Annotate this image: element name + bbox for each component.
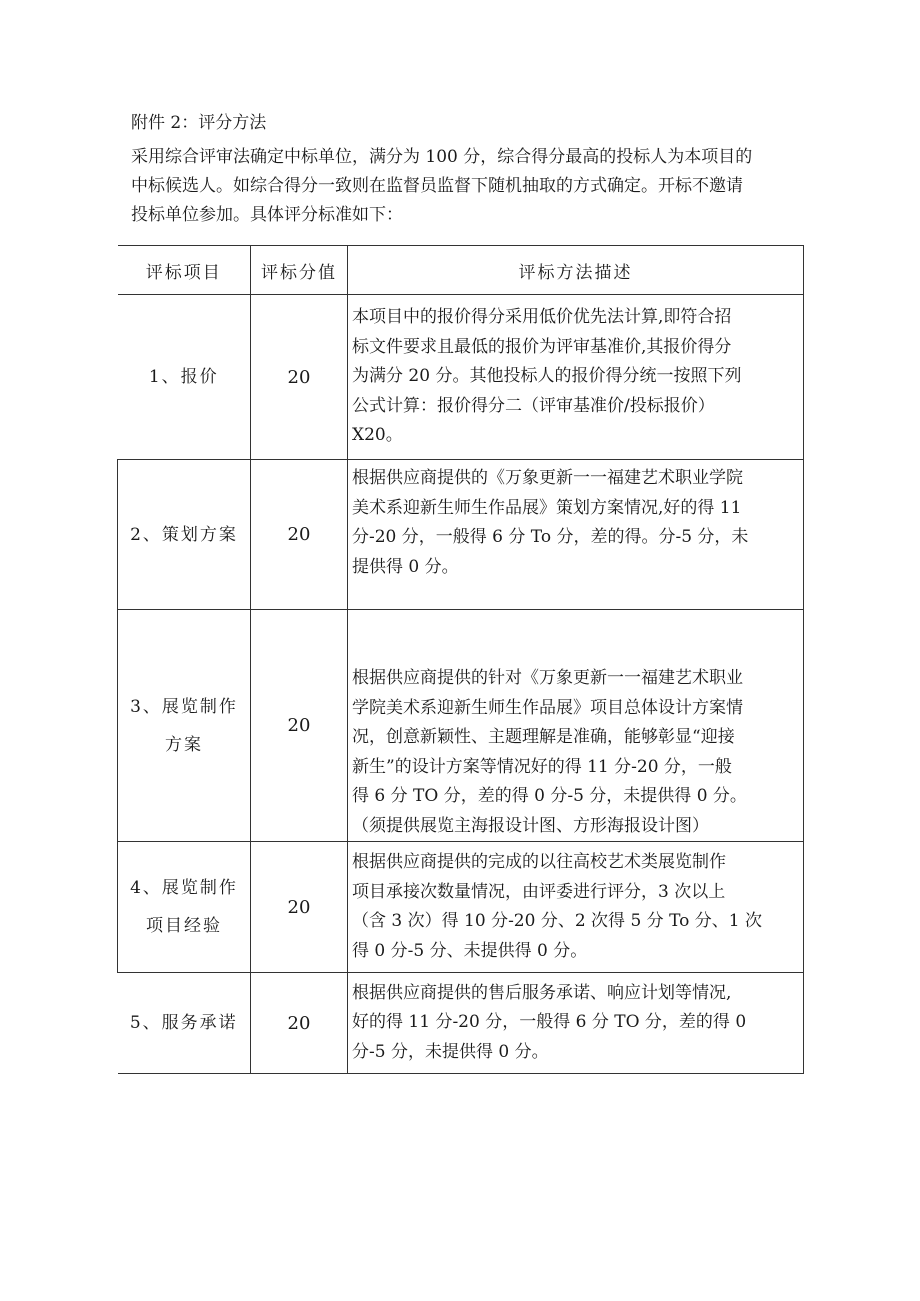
description-line: 公式计算：报价得分二（评审基准价/投标报价） [352,395,715,416]
description-line: 美术系迎新生师生作品展》策划方案情况,好的得 11 [352,497,742,518]
description-line: 根据供应商提供的售后服务承诺、响应计划等情况, [352,982,732,1003]
description-line: 本项目中的报价得分采用低价优先法计算,即符合招 [352,307,732,328]
description-line: 得 6 分 TO 分，差的得 0 分-5 分，未提供得 0 分。 [352,786,747,806]
description-line: （须提供展览主海报设计图、方形海报设计图） [352,815,709,836]
item-label: 3、展览制作 [130,696,238,717]
row-score: 20 [251,460,348,610]
row-item [118,842,251,973]
item-label: 项目经验 [146,916,222,936]
table-row [118,842,804,973]
header-description: 评标方法描述 [348,246,804,295]
table-row [118,460,804,610]
intro-line: 中标候选人。如综合得分一致则在监督员监督下随机抽取的方式确定。开标不邀请 [131,176,743,196]
description-line: X20。 [352,425,403,446]
item-label: 5、服务承诺 [129,1013,238,1033]
row-item [118,610,251,842]
row-item [118,460,251,610]
row-score: 20 [251,610,348,842]
description-line: 项目承接次数量情况，由评委进行评分，3 次以上 [352,881,726,902]
attachment-heading: 附件 2：评分方法 [131,113,267,133]
description-line: 标文件要求且最低的报价为评审基准价,其报价得分 [352,336,732,357]
intro-paragraph [131,143,806,230]
description-line: 分-20 分，一般得 6 分 To 分，差的得。分-5 分，未 [352,527,749,547]
description-line: 为满分 20 分。其他投标人的报价得分统一按照下列 [352,366,742,387]
description-line: 况，创意新颖性、主题理解是准确，能够彰显“迎接 [352,727,735,747]
description-line: 根据供应商提供的针对《万象更新一一福建艺术职业 [352,668,743,688]
item-label: 2、策划方案 [130,524,238,545]
row-item [118,973,251,1074]
description-line: （含 3 次）得 10 分-20 分、2 次得 5 分 To 分、1 次 [352,911,762,931]
item-label: 4、展览制作 [130,878,238,898]
item-label: 方案 [165,734,203,755]
row-description [348,842,804,973]
row-score: 20 [251,973,348,1074]
row-description [348,460,804,610]
description-line: 得 0 分-5 分、未提供得 0 分。 [352,940,588,961]
header-score: 评标分值 [251,246,348,295]
header-item: 评标项目 [118,246,251,295]
row-score: 20 [251,842,348,973]
item-label: 1、报价 [148,367,219,387]
table-row [118,610,804,842]
table-header-row [118,246,804,295]
row-description [348,973,804,1074]
description-line: 根据供应商提供的《万象更新一一福建艺术职业学院 [352,468,743,488]
table-row [118,295,804,460]
description-line: 提供得 0 分。 [352,556,459,577]
intro-line: 采用综合评审法确定中标单位，满分为 100 分，综合得分最高的投标人为本项目的 [131,147,753,167]
description-line: 根据供应商提供的完成的以往高校艺术类展览制作 [352,852,726,872]
row-score: 20 [251,295,348,460]
row-item [118,295,251,460]
intro-line: 投标单位参加。具体评分标准如下： [131,205,403,225]
row-description [348,295,804,460]
description-line: 分-5 分，未提供得 0 分。 [352,1041,549,1062]
description-line: 好的得 11 分-20 分，一般得 6 分 TO 分，差的得 0 [352,1012,747,1033]
table-row [118,973,804,1074]
description-line: 学院美术系迎新生师生作品展》项目总体设计方案情 [352,697,743,718]
scoring-table [117,245,804,1074]
description-line: 新生”的设计方案等情况好的得 11 分-20 分，一般 [352,756,732,777]
row-description [348,610,804,842]
